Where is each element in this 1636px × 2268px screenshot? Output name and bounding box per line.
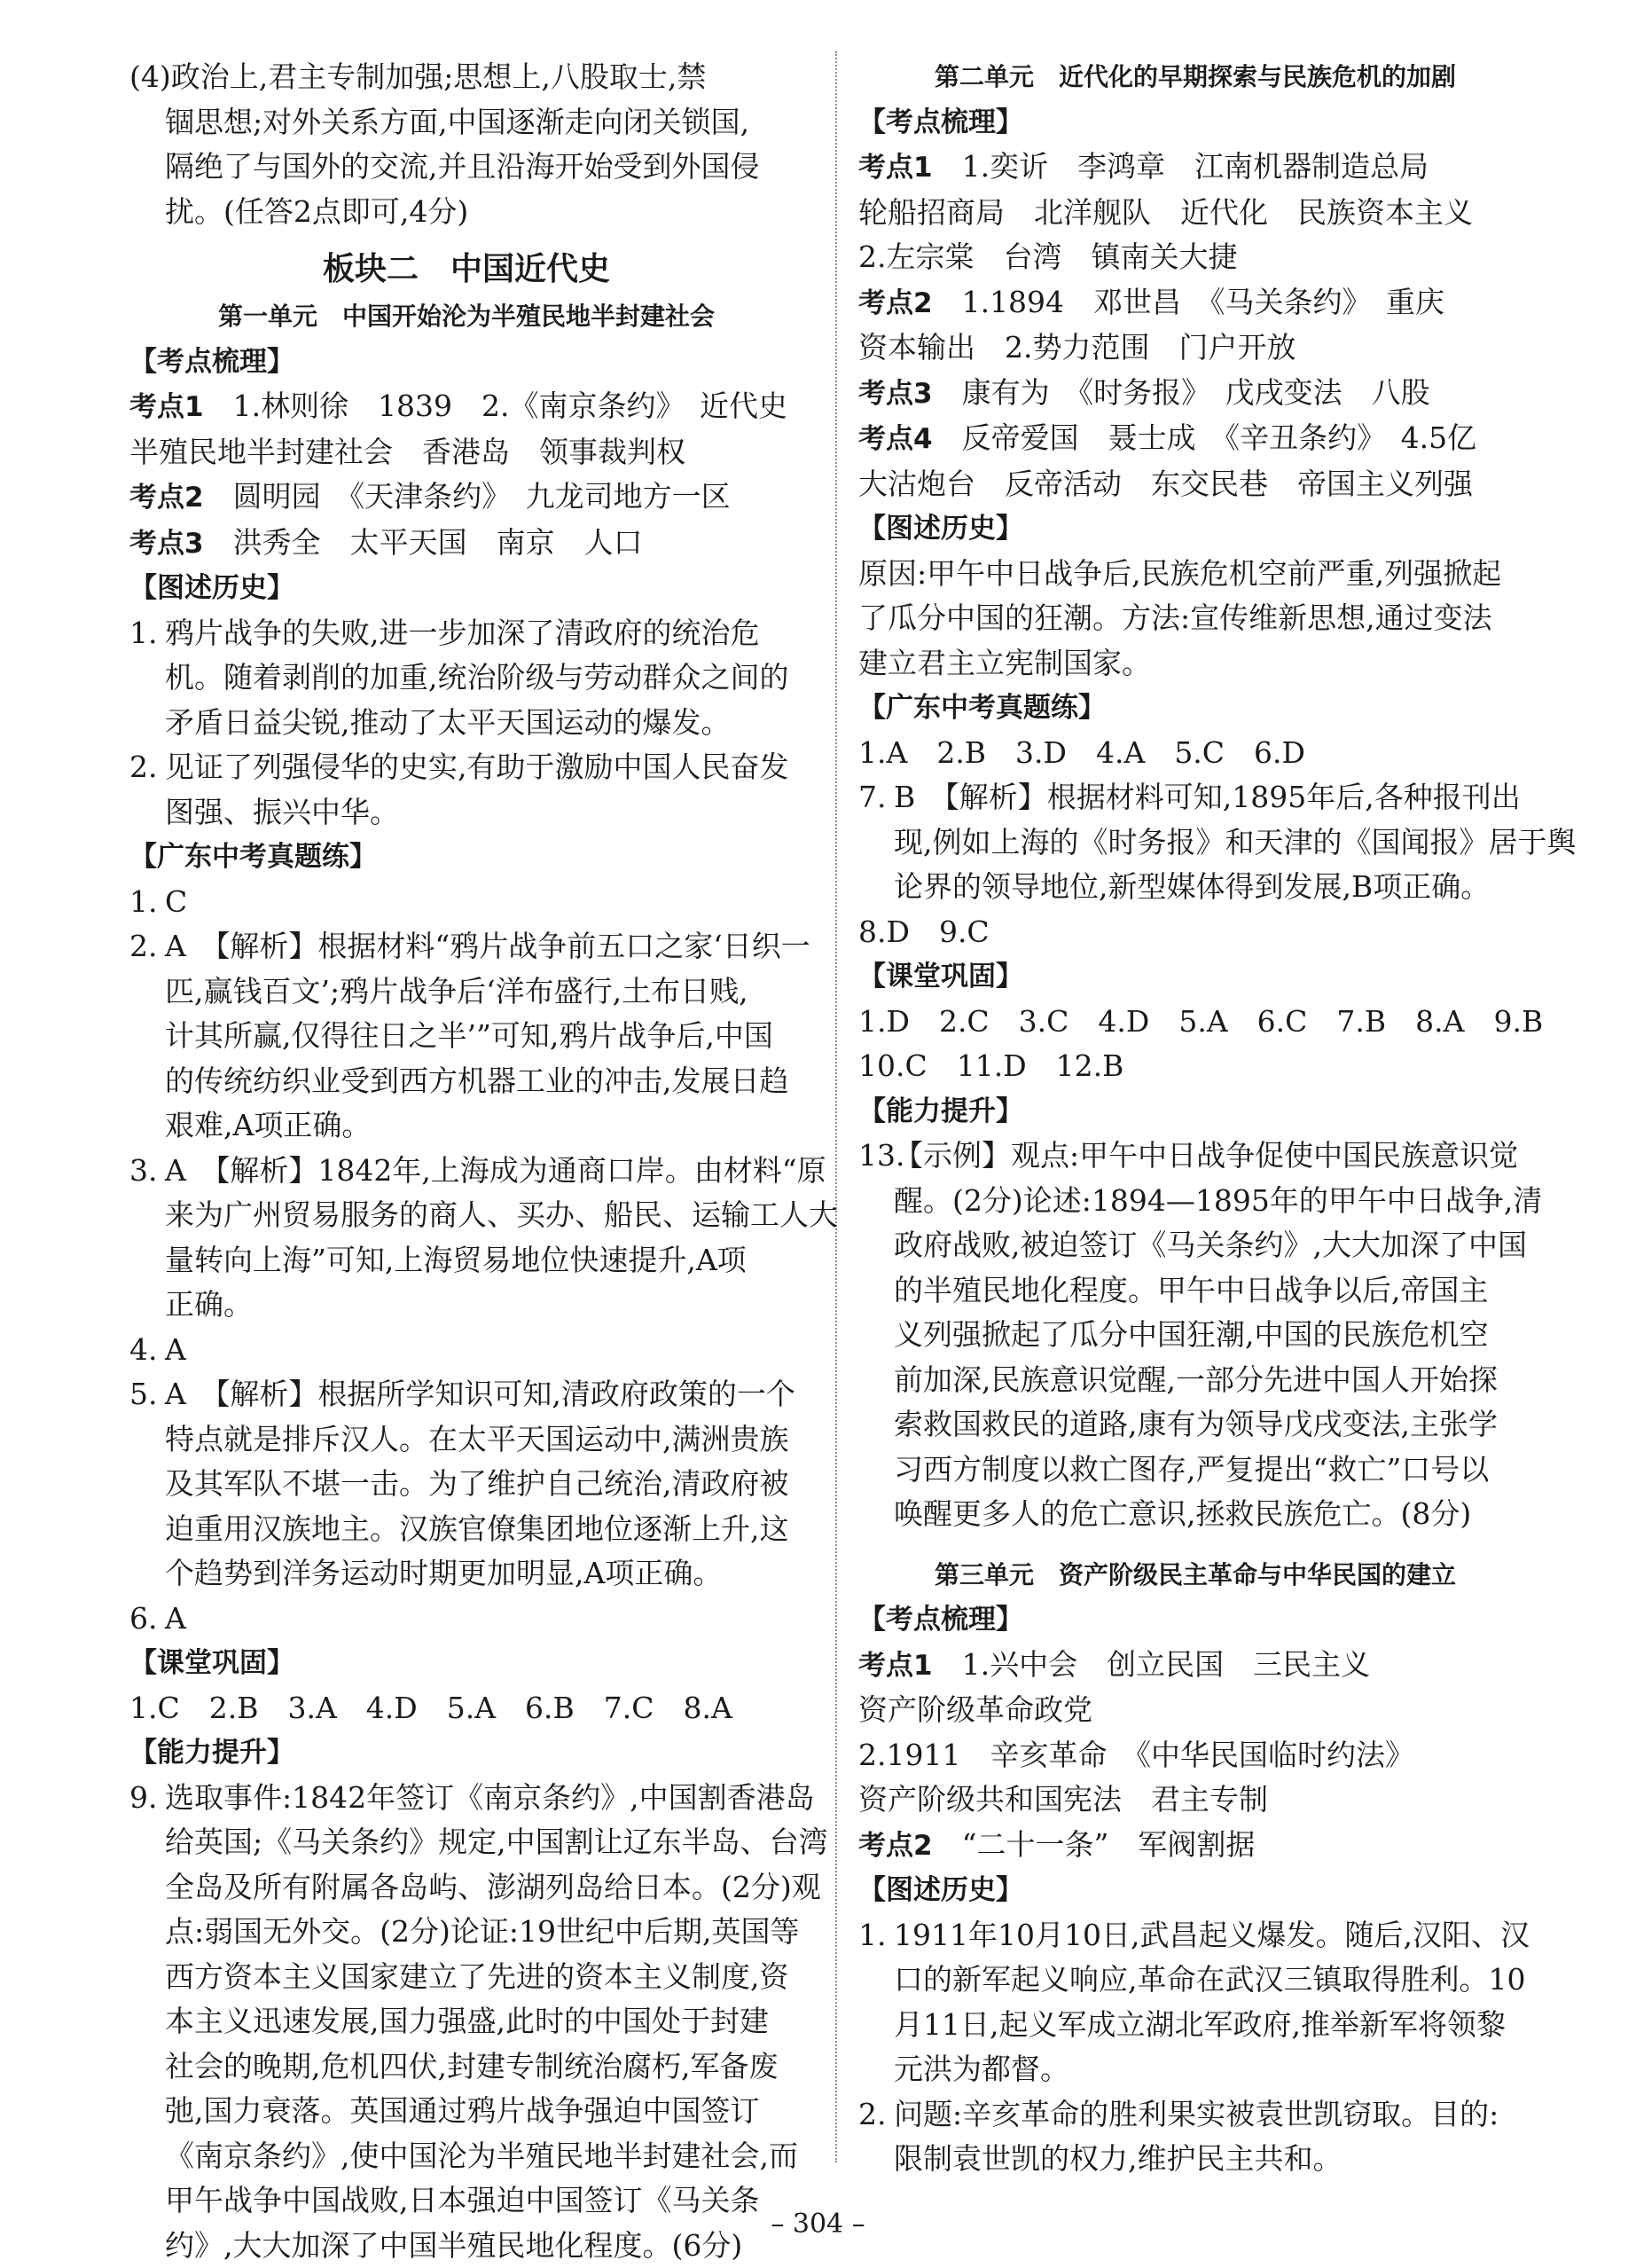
text-line: 本主义迅速发展,国力强盛,此时的中国处于封建 — [129, 1999, 803, 2044]
item-number: 4. — [129, 1328, 165, 1373]
kaodian-item — [858, 1823, 1532, 1869]
text-line: 点:弱国无外交。(2分)论证:19世纪中后期,英国等 — [129, 1910, 803, 1955]
section-header: 【图述历史】 — [858, 1868, 1532, 1913]
kaodian-text: 1.兴中会 创立民国 三民主义 — [962, 1647, 1371, 1682]
text-line: 《南京条约》,使中国沦为半殖民地半封建社会,而 — [129, 2134, 803, 2179]
item-number: 2. — [129, 924, 165, 969]
text-line: 鸦片战争的失败,进一步加深了清政府的统治危 — [165, 616, 760, 650]
text-line: B 【解析】根据材料可知,1895年后,各种报刊出 — [894, 780, 1521, 814]
unit-title: 第一单元 中国开始沦为半殖民地半封建社会 — [129, 294, 803, 340]
kaodian-item: 资产阶级共和国宪法 君主专制 — [858, 1778, 1532, 1823]
section-header: 【图述历史】 — [858, 506, 1532, 552]
text-line: 锢思想;对外关系方面,中国逐渐走向闭关锁国, — [129, 100, 803, 145]
column-divider — [835, 51, 837, 2162]
kaodian-item — [129, 384, 803, 430]
text-line: 及其军队不堪一击。为了维护自己统治,清政府被 — [129, 1462, 803, 1507]
section-header: 【图述历史】 — [129, 566, 803, 611]
answer-item — [129, 1372, 803, 1597]
right-column — [858, 55, 1532, 2182]
section-header: 【能力提升】 — [129, 1730, 803, 1776]
section-header: 【广东中考真题练】 — [129, 835, 803, 880]
text-line: 矛盾日益尖锐,推动了太平天国运动的爆发。 — [129, 701, 803, 746]
text-line: 给英国;《马关条约》规定,中国割让辽东半岛、台湾 — [129, 1820, 803, 1865]
text-line: 前加深,民族意识觉醒,一部分先进中国人开始探 — [858, 1358, 1532, 1403]
text-line: 约》,大大加深了中国半殖民地化程度。(6分) — [129, 2224, 803, 2268]
answer-line: 8.D 9.C — [858, 910, 1532, 955]
item-number: 9. — [129, 1776, 165, 1821]
text-line: 扰。(任答2点即可,4分) — [129, 190, 803, 235]
answer-item — [858, 1134, 1532, 1537]
kaodian-item: 轮船招商局 北洋舰队 近代化 民族资本主义 — [858, 191, 1532, 236]
text-line: 个趋势到洋务运动时期更加明显,A项正确。 — [129, 1551, 803, 1597]
kaodian-item — [858, 416, 1532, 462]
text-line: 图强、振兴中华。 — [129, 790, 803, 836]
text-line: 见证了列强侵华的史实,有助于激励中国人民奋发 — [165, 749, 789, 784]
text-line: 【示例】观点:甲午中日战争促使中国民族意识觉 — [894, 1138, 1518, 1173]
answer-item — [129, 1776, 803, 2268]
kaodian-item — [858, 371, 1532, 417]
answer-item — [129, 611, 803, 746]
answer-item — [858, 2092, 1532, 2182]
text-line: 月11日,起义军成立湖北军政府,推举新军将领黎 — [858, 2003, 1532, 2048]
unit-title: 第二单元 近代化的早期探索与民族危机的加剧 — [858, 55, 1532, 100]
text-line: 1911年10月10日,武昌起义爆发。随后,汉阳、汉 — [894, 1918, 1530, 1952]
text-line: 艰难,A项正确。 — [129, 1103, 803, 1149]
kaodian-label: 考点2 — [858, 287, 933, 319]
page-number: – 304 – — [0, 2209, 1636, 2240]
text-line: 口的新军起义响应,革命在武汉三镇取得胜利。10 — [858, 1958, 1532, 2003]
unit-title: 第三单元 资产阶级民主革命与中华民国的建立 — [858, 1553, 1532, 1598]
kaodian-text: 洪秀全 太平天国 南京 人口 — [233, 525, 643, 560]
kaodian-text: 1.林则徐 1839 2.《南京条约》 近代史 — [233, 388, 787, 423]
item-number: 5. — [129, 1372, 165, 1417]
answer-line: 1.A 2.B 3.D 4.A 5.C 6.D — [858, 731, 1532, 776]
answer-item — [129, 1328, 803, 1373]
text-line: 计其所赢,仅得往日之半’”可知,鸦片战争后,中国 — [129, 1014, 803, 1059]
block-title: 板块二 中国近代史 — [129, 245, 803, 294]
text-line: 甲午战争中国战败,日本强迫中国签订《马关条 — [129, 2178, 803, 2224]
answer-item — [858, 1913, 1532, 2092]
item-number: 3. — [129, 1149, 165, 1194]
kaodian-label: 考点2 — [129, 482, 204, 514]
kaodian-text: 半殖民地半封建社会 香港岛 领事裁判权 — [129, 435, 685, 469]
answer-item — [129, 1149, 803, 1328]
kaodian-text: “二十一条” 军阀割据 — [962, 1827, 1256, 1862]
text-line: 论界的领导地位,新型媒体得到发展,B项正确。 — [858, 865, 1532, 910]
kaodian-item: 2.左宗棠 台湾 镇南关大捷 — [858, 235, 1532, 280]
text-line: 机。随着剥削的加重,统治阶级与劳动群众之间的 — [129, 655, 803, 701]
item-number: 2. — [129, 745, 165, 790]
text-line: (4)政治上,君主专制加强;思想上,八股取士,禁 — [129, 55, 803, 100]
answer-item — [858, 775, 1532, 910]
kaodian-item: 资本输出 2.势力范围 门户开放 — [858, 326, 1532, 371]
text-line: 西方资本主义国家建立了先进的资本主义制度,资 — [129, 1955, 803, 2000]
text-line: 社会的晚期,危机四伏,封建专制统治腐朽,军备废 — [129, 2044, 803, 2090]
section-header: 【考点梳理】 — [858, 100, 1532, 145]
section-header: 【课堂巩固】 — [129, 1641, 803, 1686]
text-line: 原因:甲午中日战争后,民族危机空前严重,列强掀起 — [858, 552, 1532, 597]
kaodian-text: 康有为 《时务报》 戊戌变法 八股 — [962, 375, 1430, 410]
text-line: 来为广州贸易服务的商人、买办、船民、运输工人大 — [129, 1193, 803, 1238]
text-line: 义列强掀起了瓜分中国狂潮,中国的民族危机空 — [858, 1313, 1532, 1358]
kaodian-item — [858, 1643, 1532, 1689]
text-line: 习西方制度以救亡图存,严复提出“救亡”口号以 — [858, 1448, 1532, 1493]
text-line: 醒。(2分)论述:1894—1895年的甲午中日战争,清 — [858, 1179, 1532, 1224]
text-line: 索救国救民的道路,康有为领导戊戌变法,主张学 — [858, 1402, 1532, 1448]
kaodian-label: 考点4 — [858, 423, 933, 455]
section-header: 【考点梳理】 — [858, 1597, 1532, 1643]
kaodian-label: 考点1 — [858, 152, 933, 184]
text-line: 正确。 — [129, 1283, 803, 1328]
text-line: 的传统纺织业受到西方机器工业的冲击,发展日趋 — [129, 1059, 803, 1104]
section-header: 【广东中考真题练】 — [858, 686, 1532, 731]
kaodian-item — [129, 475, 803, 521]
answer-item — [129, 1597, 803, 1642]
kaodian-label: 考点2 — [858, 1830, 933, 1862]
item-number: 1. — [858, 1913, 894, 1958]
kaodian-item — [858, 145, 1532, 191]
text-line: 弛,国力衰落。英国通过鸦片战争强迫中国签订 — [129, 2089, 803, 2134]
item-number: 13. — [858, 1134, 894, 1179]
kaodian-item: 资产阶级革命政党 — [858, 1688, 1532, 1733]
text-line: A — [165, 1332, 186, 1367]
answer-item — [129, 880, 803, 925]
section-header: 【课堂巩固】 — [858, 954, 1532, 1000]
kaodian-item — [129, 430, 803, 475]
text-line: A 【解析】1842年,上海成为通商口岸。由材料“原 — [165, 1153, 826, 1188]
text-line: 现,例如上海的《时务报》和天津的《国闻报》居于舆 — [858, 820, 1532, 866]
text-line: 的半殖民地化程度。甲午中日战争以后,帝国主 — [858, 1268, 1532, 1314]
kaodian-text: 1.奕䜣 李鸿章 江南机器制造总局 — [962, 149, 1429, 184]
text-line: 选取事件:1842年签订《南京条约》,中国割香港岛 — [165, 1780, 815, 1815]
left-column — [129, 55, 803, 2268]
kaodian-text: 圆明园 《天津条约》 九龙司地方一区 — [233, 479, 731, 514]
item-number: 1. — [129, 880, 165, 925]
text-line: 元洪为都督。 — [858, 2047, 1532, 2092]
text-line: 迫重用汉族地主。汉族官僚集团地位逐渐上升,这 — [129, 1507, 803, 1552]
text-line: 政府战败,被迫签订《马关条约》,大大加深了中国 — [858, 1223, 1532, 1268]
text-line: A — [165, 1601, 186, 1636]
kaodian-list — [129, 384, 803, 566]
answer-item — [129, 924, 803, 1149]
kaodian-item: 大沽炮台 反帝活动 东交民巷 帝国主义列强 — [858, 462, 1532, 507]
kaodian-item — [858, 280, 1532, 326]
text-line: 特点就是排斥汉人。在太平天国运动中,满洲贵族 — [129, 1417, 803, 1463]
section-header: 【考点梳理】 — [129, 340, 803, 385]
intro-paragraph — [129, 55, 803, 234]
answer-line: 1.D 2.C 3.C 4.D 5.A 6.C 7.B 8.A 9.B — [858, 1000, 1532, 1045]
kaodian-text: 反帝爱国 聂士成 《辛丑条约》 4.5亿 — [962, 420, 1476, 455]
answer-item — [129, 745, 803, 835]
kaodian-label: 考点1 — [129, 391, 204, 423]
text-line: 全岛及所有附属各岛屿、澎湖列岛给日本。(2分)观 — [129, 1865, 803, 1911]
section-header: 【能力提升】 — [858, 1089, 1532, 1134]
item-number: 6. — [129, 1597, 165, 1642]
text-line: 匹,赢钱百文’;鸦片战争后‘洋布盛行,土布日贱, — [129, 969, 803, 1015]
text-line: 建立君主立宪制国家。 — [858, 641, 1532, 687]
text-line: C — [165, 884, 187, 919]
text-line: 问题:辛亥革命的胜利果实被袁世凯窃取。目的: — [894, 2097, 1499, 2131]
kaodian-list — [858, 1643, 1532, 1869]
text-line: 隔绝了与国外的交流,并且沿海开始受到外国侵 — [129, 145, 803, 190]
kaodian-label: 考点3 — [129, 528, 204, 560]
text-line: 唤醒更多人的危亡意识,拯救民族危亡。(8分) — [858, 1492, 1532, 1537]
item-number: 2. — [858, 2092, 894, 2138]
kaodian-label: 考点1 — [858, 1650, 933, 1682]
item-number: 7. — [858, 775, 894, 820]
text-line: 量转向上海”可知,上海贸易地位快速提升,A项 — [129, 1238, 803, 1283]
answer-line: 10.C 11.D 12.B — [858, 1044, 1532, 1089]
kaodian-label: 考点3 — [858, 378, 933, 410]
kaodian-text: 1.1894 邓世昌 《马关条约》 重庆 — [962, 285, 1444, 319]
text-line: A 【解析】根据所学知识可知,清政府政策的一个 — [165, 1377, 795, 1411]
item-number: 1. — [129, 611, 165, 656]
text-line: 了瓜分中国的狂潮。方法:宣传维新思想,通过变法 — [858, 596, 1532, 641]
kaodian-list — [858, 145, 1532, 506]
answer-line: 1.C 2.B 3.A 4.D 5.A 6.B 7.C 8.A — [129, 1686, 803, 1731]
kaodian-item — [129, 521, 803, 567]
kaodian-item: 2.1911 辛亥革命 《中华民国临时约法》 — [858, 1733, 1532, 1778]
text-line: A 【解析】根据材料“鸦片战争前五口之家‘日织一 — [165, 929, 810, 963]
text-line: 限制袁世凯的权力,维护民主共和。 — [858, 2137, 1532, 2182]
